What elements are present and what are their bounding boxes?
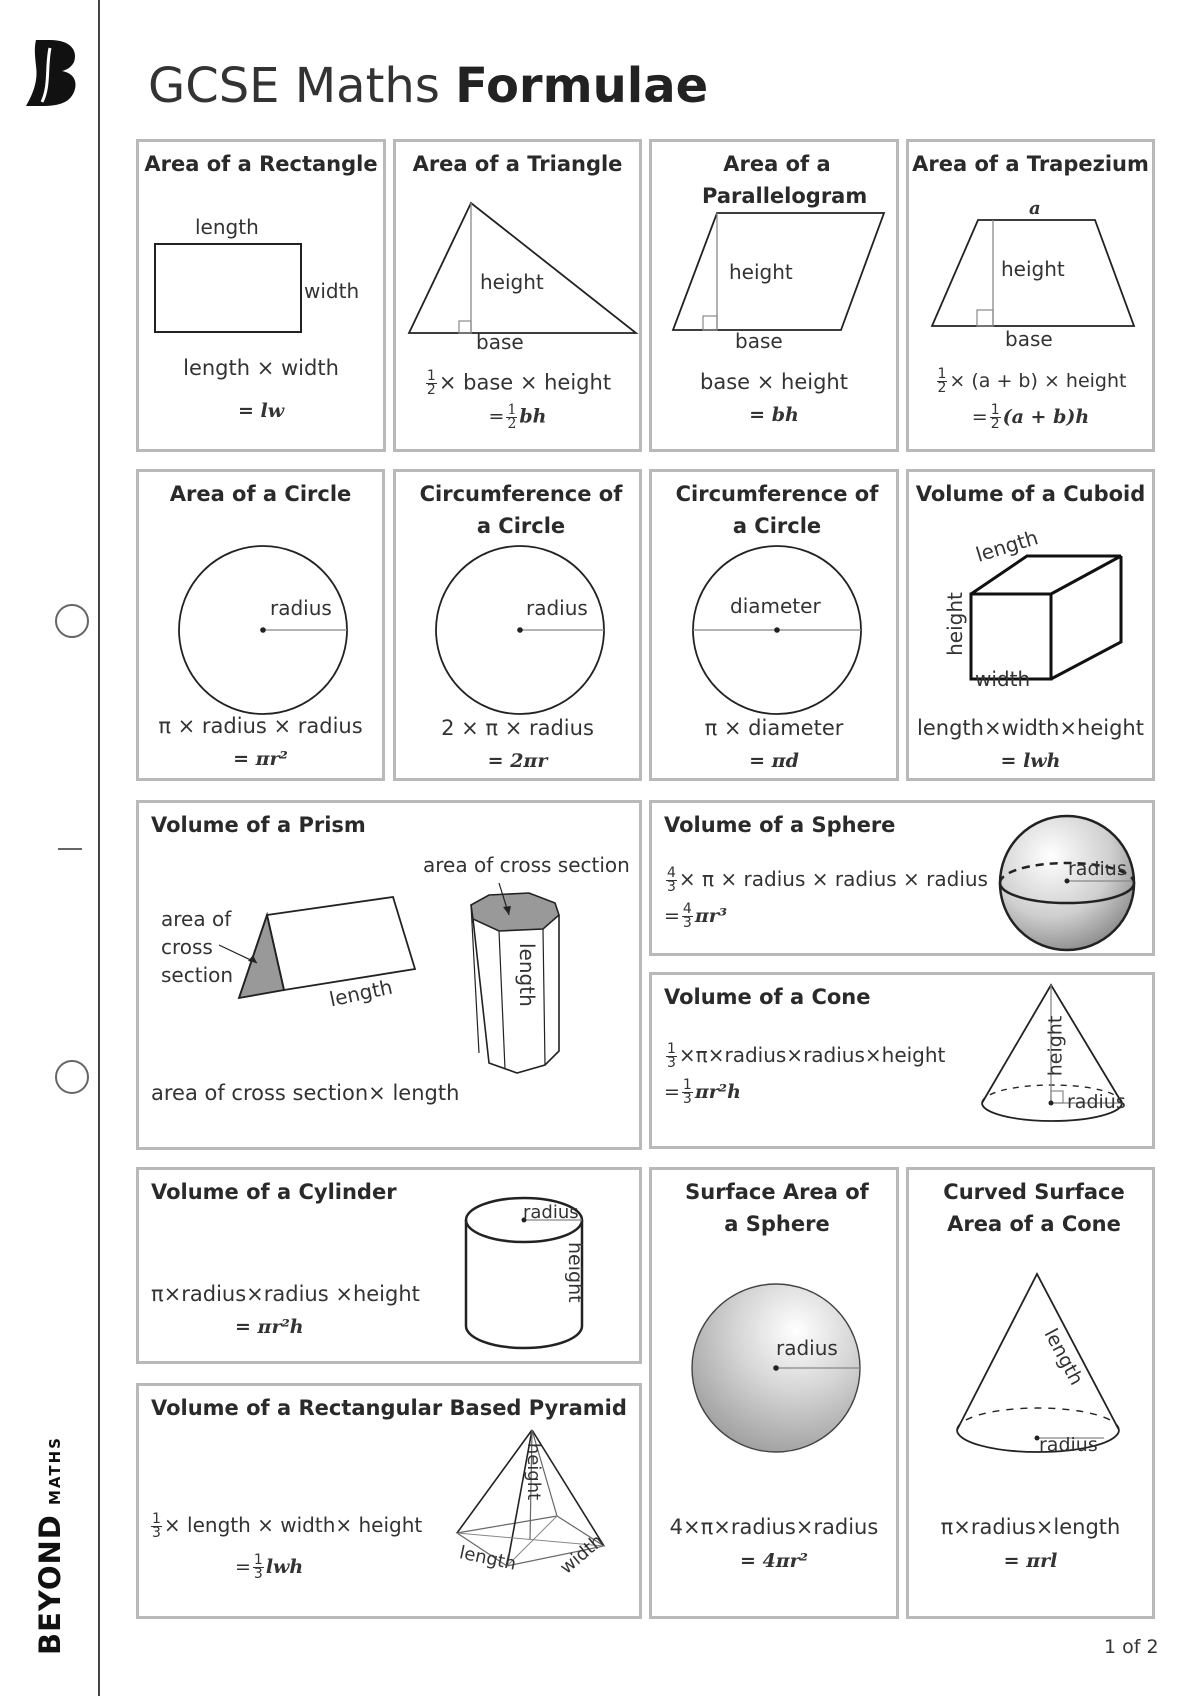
card-volume-pyramid: [136, 1383, 642, 1619]
label-height: height: [564, 1242, 586, 1303]
card-title: Surface Area of a Sphere: [685, 1180, 869, 1236]
formula-text: length × width: [183, 356, 339, 380]
formula-text: base × height: [700, 370, 848, 394]
card-title: Volume of a Sphere: [664, 813, 896, 837]
card-title: Volume of a Prism: [151, 813, 366, 837]
label-cross-l2: cross: [161, 935, 213, 959]
formula-text: π×radius×length: [940, 1515, 1121, 1539]
label-width: width: [304, 279, 360, 303]
card-title: Volume of a Rectangular Based Pyramid: [151, 1396, 627, 1420]
cuboid-shape: [969, 544, 1129, 684]
label-cross-section-top: area of cross section: [423, 853, 630, 877]
page-title: [148, 58, 708, 114]
label-radius: radius: [523, 1202, 579, 1223]
card-title: Area of a Parallelogram: [702, 152, 868, 208]
label-length: length: [195, 215, 259, 239]
card-title: Volume of a Cylinder: [151, 1180, 397, 1204]
formula-text: $\frac{1}{3}$ ×π×radius×radius×height: [667, 1041, 946, 1071]
formula-text: area of cross section× length: [151, 1081, 460, 1105]
label-length: length: [457, 1542, 518, 1575]
brand-light: MATHS: [46, 1436, 64, 1506]
formula-text: π × radius × radius: [158, 714, 363, 738]
label-base: base: [476, 330, 524, 354]
card-title: Area of a Rectangle: [144, 152, 378, 176]
formula-text: 4×π×radius×radius: [669, 1515, 879, 1539]
card-area-trapezium: [906, 139, 1155, 452]
label-radius: radius: [270, 596, 332, 620]
label-base: base: [735, 329, 783, 353]
formula-text: π × diameter: [704, 716, 844, 740]
card-circumference-diameter: [649, 469, 899, 781]
formula-text: $\frac{1}{2}$ × (a + b) × height: [937, 366, 1127, 396]
formula-result: = lw: [237, 400, 285, 422]
card-title: Circumference of a Circle: [419, 482, 623, 538]
card-title: Area of a Triangle: [412, 152, 623, 176]
logo-mark: [22, 36, 82, 108]
label-length: length: [972, 525, 1041, 567]
formula-text: $\frac{4}{3}$ × π × radius × radius × radius: [667, 865, 988, 895]
formula-result: = $\frac{1}{2}$ (a + b)h: [971, 402, 1090, 432]
brand-vertical: [33, 1436, 67, 1655]
formula-text: length×width×height: [917, 716, 1144, 740]
sphere-shape: [997, 813, 1137, 953]
formula-result: = πd: [749, 750, 799, 772]
label-a: a: [1029, 198, 1041, 219]
octagonal-prism-shape: [459, 893, 569, 1083]
label-width: width: [556, 1530, 608, 1579]
label-height: height: [942, 592, 967, 656]
card-area-rectangle: [136, 139, 386, 452]
label-length-vertical: length: [515, 943, 539, 1007]
title-light: GCSE Maths: [148, 58, 440, 114]
brand-strong: BEYOND: [33, 1514, 67, 1655]
formula-result: = bh: [749, 404, 799, 426]
rectangle-shape: [154, 243, 304, 335]
formula-result: = 2πr: [487, 750, 548, 772]
card-title: Volume of a Cone: [664, 985, 871, 1009]
circle-shape: [434, 544, 606, 716]
label-height: height: [523, 1442, 545, 1501]
margin-line: [98, 0, 100, 1696]
card-title: Volume of a Cuboid: [915, 482, 1146, 506]
label-radius: radius: [1068, 858, 1127, 880]
formula-result: = $\frac{1}{3}$ πr²h: [664, 1077, 741, 1107]
punch-hole-bottom: [55, 1060, 89, 1094]
formula-text: $\frac{1}{3}$ × length × width× height: [152, 1511, 423, 1541]
sphere-shape: [690, 1282, 862, 1454]
card-circumference-radius: [393, 469, 642, 781]
logo: [22, 36, 82, 108]
title-bold: Formulae: [455, 58, 709, 114]
formula-text: π×radius×radius ×height: [151, 1282, 420, 1306]
label-radius: radius: [1039, 1434, 1098, 1456]
formula-result: = πr²h: [235, 1316, 304, 1338]
label-radius: radius: [776, 1336, 838, 1360]
fraction-half: $\frac{1}{2}$: [426, 368, 436, 398]
card-title: Circumference of a Circle: [675, 482, 879, 538]
card-title: Area of a Trapezium: [912, 152, 1149, 176]
card-area-parallelogram: [649, 139, 899, 452]
card-title: Area of a Circle: [169, 482, 352, 506]
formula-result: = 4πr²: [740, 1550, 808, 1572]
card-area-circle: [136, 469, 385, 781]
label-diameter: diameter: [730, 594, 821, 618]
circle-shape: [691, 544, 863, 716]
card-volume-cuboid: [906, 469, 1155, 781]
label-length-prism: length: [327, 974, 395, 1012]
card-volume-prism: [136, 800, 642, 1150]
card-title: Curved Surface Area of a Cone: [943, 1180, 1125, 1236]
formula-result: = $\frac{4}{3}$ πr³: [664, 901, 728, 931]
label-cross-l1: area of: [161, 907, 232, 931]
card-volume-sphere: [649, 800, 1155, 956]
formula-result: = $\frac{1}{2}$ bh: [488, 402, 547, 432]
punch-hole-mark: [58, 848, 82, 850]
page-number: 1 of 2: [1104, 1636, 1159, 1658]
label-height: height: [729, 260, 793, 284]
formula-result: = πrl: [1003, 1550, 1058, 1572]
label-radius: radius: [526, 596, 588, 620]
label-height: height: [480, 270, 544, 294]
label-length: length: [1039, 1325, 1088, 1389]
formula-result: = lwh: [1000, 750, 1061, 772]
formula-text: 2 × π × radius: [441, 716, 594, 740]
circle-shape: [177, 544, 349, 716]
label-height: height: [1044, 1015, 1067, 1077]
label-width: width: [975, 667, 1031, 691]
label-cross-l3: section: [161, 963, 234, 987]
card-curved-surface-cone: [906, 1167, 1155, 1619]
card-area-triangle: [393, 139, 642, 452]
card-volume-cone: [649, 972, 1155, 1149]
formula-result: = πr²: [233, 748, 288, 770]
card-volume-cylinder: [136, 1167, 642, 1364]
formula-text: $\frac{1}{2}$ × base × height: [426, 368, 612, 398]
punch-hole-top: [55, 604, 89, 638]
formula-result: = $\frac{1}{3}$ lwh: [235, 1552, 304, 1582]
card-surface-area-sphere: [649, 1167, 899, 1619]
label-base: base: [1005, 327, 1053, 351]
label-height: height: [1001, 257, 1065, 281]
label-radius: radius: [1067, 1091, 1126, 1113]
